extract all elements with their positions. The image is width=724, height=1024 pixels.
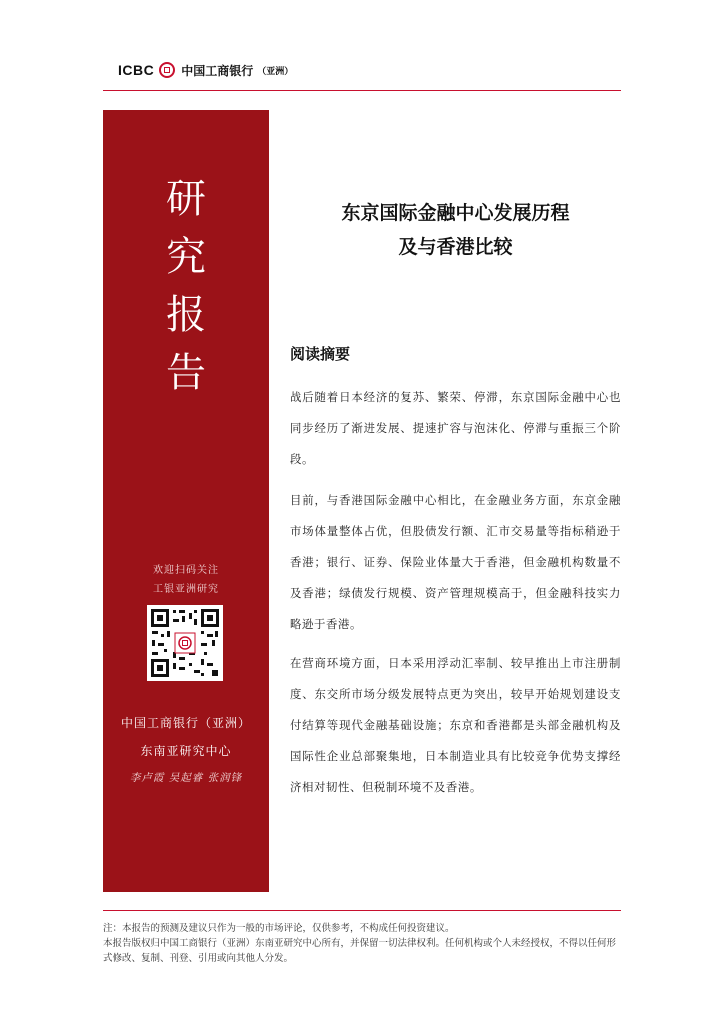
header-divider — [103, 90, 621, 91]
scan-line: 欢迎扫码关注 — [153, 565, 219, 576]
sidebar-panel — [103, 110, 269, 892]
disclaimer — [103, 921, 623, 966]
copyright-line: 本报告版权归中国工商银行（亚洲）东南亚研究中心所有，并保留一切法律权利。任何机构或个人未经授权，不得以任何形式修改、复制、刊登、引用或向其他人分发。 — [103, 938, 617, 964]
title-char: 告 — [166, 350, 206, 396]
icbc-logo-icon — [159, 62, 175, 78]
abstract-paragraph: 目前，与香港国际金融中心相比，在金融业务方面，东京金融市场体量整体占优，但股债发行额、汇市交易量等指标稍逊于香港；银行、证券、保险业体量大于香港，但金融机构数量不及香港；绿债发行规模、资产管理规模高于，但金融科技实力略逊于香港。 — [290, 493, 621, 631]
org-name: 中国工商银行（亚洲） — [120, 716, 251, 730]
authors: 李卢霞 吴起睿 张润锋 — [129, 772, 243, 784]
abstract-paragraph: 在营商环境方面，日本采用浮动汇率制、较早推出上市注册制度、东交所市场分级发展特点更为突出，较早开始规划建设支付结算等现代金融基础设施；东京和香港都是头部金融机构及国际性企业总部聚集地，日本制造业具有比较竞争优势支撑经济相对韧性、但税制环境不及香港。 — [290, 656, 621, 794]
disclaimer-line: 注：本报告的预测及建议只作为一般的市场评论，仅供参考，不构成任何投资建议。 — [103, 923, 455, 934]
bank-name: 中国工商银行 — [181, 63, 254, 78]
title-line: 东京国际金融中心发展历程 — [341, 202, 570, 224]
report-type-title — [103, 170, 269, 402]
title-char: 研 — [166, 176, 206, 222]
scan-prompt — [103, 561, 269, 599]
qr-code-icon[interactable] — [147, 605, 223, 681]
title-char: 报 — [166, 292, 206, 338]
abstract-paragraph: 战后随着日本经济的复苏、繁荣、停滞，东京国际金融中心也同步经历了渐进发展、提速扩容与泡沫化、停滞与重振三个阶段。 — [290, 390, 621, 466]
icbc-wordmark: ICBC — [118, 62, 155, 78]
bank-region: （亚洲） — [257, 66, 294, 77]
footer-divider — [103, 910, 621, 911]
title-char: 究 — [166, 234, 206, 280]
abstract-heading: 阅读摘要 — [290, 345, 351, 363]
org-center: 东南亚研究中心 — [140, 744, 232, 758]
research-org — [103, 709, 269, 765]
title-line: 及与香港比较 — [398, 236, 513, 258]
header-logo — [118, 58, 293, 82]
scan-line: 工银亚洲研究 — [153, 584, 219, 595]
document-title — [290, 196, 621, 264]
